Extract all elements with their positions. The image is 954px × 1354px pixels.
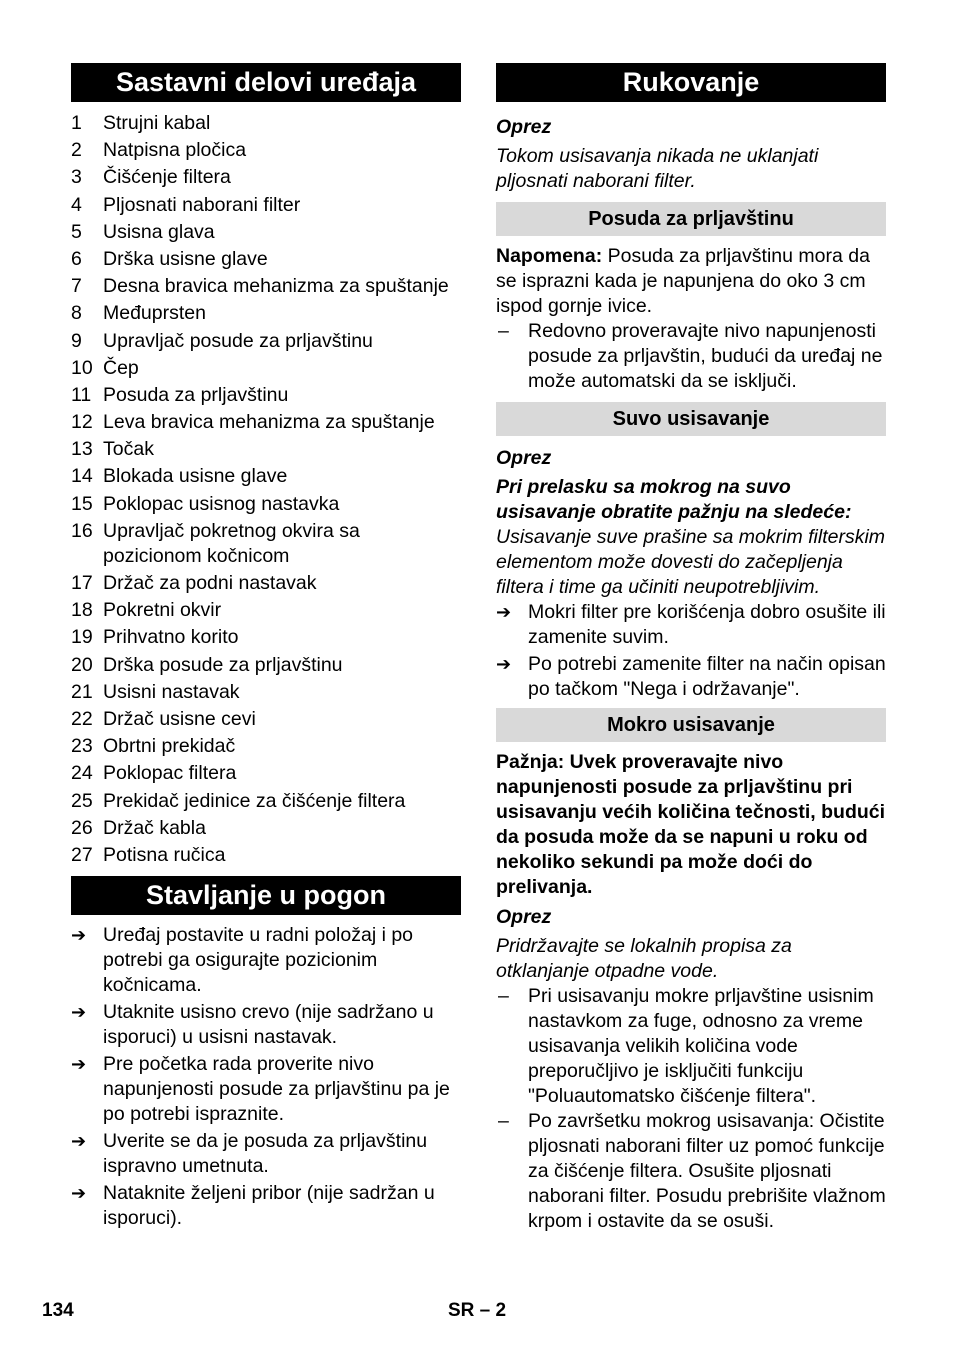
part-name: Držač kabla xyxy=(103,816,206,839)
part-name: Držač za podni nastavak xyxy=(103,572,317,594)
list-item xyxy=(71,1052,461,1127)
list-item xyxy=(71,492,461,517)
arrow-right-icon: ➔ xyxy=(71,1130,87,1151)
part-name: Leva bravica mehanizma za spuštanje xyxy=(103,411,435,434)
part-number: 10 xyxy=(71,356,93,379)
list-item xyxy=(71,1000,461,1050)
parts-list xyxy=(71,111,461,868)
part-name: Usisni nastavak xyxy=(103,680,240,703)
part-number: 11 xyxy=(71,383,92,406)
list-item xyxy=(71,301,461,326)
list-item xyxy=(71,329,461,354)
arrow-right-icon: ➔ xyxy=(71,1182,87,1203)
part-name: Čišćenje filtera xyxy=(103,166,231,189)
part-name: Strujni kabal xyxy=(103,112,211,134)
part-name: Pokretni okvir xyxy=(103,599,222,622)
list-item xyxy=(71,519,461,569)
list-item xyxy=(496,984,886,1109)
list-item xyxy=(71,165,461,190)
list-item xyxy=(496,1109,886,1234)
part-number: 1 xyxy=(71,112,82,134)
part-number: 21 xyxy=(71,680,93,703)
arrow-right-icon: ➔ xyxy=(71,924,87,945)
dash-list xyxy=(496,984,886,1234)
arrow-right-icon: ➔ xyxy=(496,602,512,622)
part-name: Upravljač pokretnog okvira sa pozicionom kočnicom xyxy=(103,519,360,567)
note-text: Posuda za prljavštinu mora da se isprazni kada je napunjena do oko 3 cm ispod gornje ivice. xyxy=(496,245,870,317)
caution-label: Oprez xyxy=(496,447,552,469)
dash-icon: – xyxy=(498,320,509,342)
part-number: 19 xyxy=(71,626,93,649)
note-paragraph xyxy=(496,244,886,319)
list-item xyxy=(71,1181,461,1231)
list-item xyxy=(71,138,461,163)
list-item xyxy=(71,247,461,272)
list-item xyxy=(71,598,461,623)
part-name: Držač usisne cevi xyxy=(103,707,256,730)
list-item xyxy=(71,410,461,435)
list-item-text: Pri usisavanju mokre prljavštine usisnim nastavkom za fuge, odnosno za vreme usisavanja velikih količina vode preporučljivo je isključiti funkciju "Poluautomatsko čišćenje filtera". xyxy=(528,985,874,1107)
list-item xyxy=(71,707,461,732)
part-number: 8 xyxy=(71,302,82,325)
part-name: Obrtni prekidač xyxy=(103,735,236,758)
section-code: SR – 2 xyxy=(448,1300,507,1321)
list-item-text: Redovno proveravajte nivo napunjenosti posude za prljavštin, budući da uređaj ne može automatski da se isključi. xyxy=(528,320,883,392)
list-item xyxy=(71,923,461,998)
part-number: 26 xyxy=(71,816,93,839)
dash-list xyxy=(496,319,886,394)
list-item xyxy=(71,274,461,299)
part-name: Blokada usisne glave xyxy=(103,465,288,488)
caution-bold-text: Pri prelasku sa mokrog na suvo usisavanje obratite pažnju na sledeće: xyxy=(496,476,852,523)
part-number: 25 xyxy=(71,789,93,812)
part-number: 14 xyxy=(71,465,93,488)
part-name: Točak xyxy=(103,438,154,461)
caution-text: Usisavanje suve prašine sa mokrim filterskim elementom može dovesti do začepljenja filtera i time ga učiniti neupotrebljivim. xyxy=(496,526,886,598)
part-number: 3 xyxy=(71,166,82,189)
list-item xyxy=(71,220,461,245)
part-number: 4 xyxy=(71,193,82,216)
list-item xyxy=(71,625,461,650)
list-item xyxy=(71,1129,461,1179)
step-text: Mokri filter pre korišćenja dobro osušite ili zamenite suvim. xyxy=(528,601,886,648)
part-name: Čep xyxy=(103,356,139,379)
caution-label: Oprez xyxy=(496,116,552,138)
part-name: Drška posude za prljavštinu xyxy=(103,653,343,676)
part-number: 27 xyxy=(71,843,93,866)
part-number: 16 xyxy=(71,519,93,542)
part-name: Poklopac usisnog nastavka xyxy=(103,492,340,515)
list-item xyxy=(71,789,461,814)
dash-icon: – xyxy=(498,1110,509,1132)
arrow-right-icon: ➔ xyxy=(496,654,512,674)
subsection-title-wet-vacuuming: Mokro usisavanje xyxy=(496,708,886,742)
part-name: Prihvatno korito xyxy=(103,626,239,649)
arrow-right-icon: ➔ xyxy=(71,1001,87,1022)
step-text: Nataknite željeni pribor (nije sadržan u isporuci). xyxy=(103,1181,435,1229)
part-number: 5 xyxy=(71,220,82,243)
list-item xyxy=(71,680,461,705)
left-column xyxy=(71,63,461,1233)
part-number: 22 xyxy=(71,707,93,730)
list-item xyxy=(496,319,886,394)
list-item xyxy=(71,356,461,381)
step-text: Uverite se da je posuda za prljavštinu ispravno umetnuta. xyxy=(103,1129,428,1177)
part-number: 12 xyxy=(71,411,93,434)
list-item xyxy=(71,193,461,218)
step-text: Po potrebi zamenite filter na način opisan po tačkom "Nega i održavanje". xyxy=(528,653,886,700)
note-label: Napomena: xyxy=(496,245,603,267)
part-number: 6 xyxy=(71,247,82,270)
part-name: Pljosnati naborani filter xyxy=(103,193,301,216)
part-name: Poklopac filtera xyxy=(103,762,237,785)
part-number: 2 xyxy=(71,139,82,162)
part-name: Desna bravica mehanizma za spuštanje xyxy=(103,275,449,298)
part-name: Upravljač posude za prljavštinu xyxy=(103,329,373,352)
subsection-title-dry-vacuuming: Suvo usisavanje xyxy=(496,402,886,436)
section-title-startup: Stavljanje u pogon xyxy=(71,876,461,915)
right-column xyxy=(496,63,886,1234)
part-name: Prekidač jedinice za čišćenje filtera xyxy=(103,789,406,812)
part-number: 9 xyxy=(71,329,82,352)
part-number: 15 xyxy=(71,492,93,515)
list-item xyxy=(71,843,461,868)
list-item xyxy=(71,437,461,462)
subsection-title-dirt-container: Posuda za prljavštinu xyxy=(496,202,886,236)
part-number: 18 xyxy=(71,599,93,622)
list-item xyxy=(71,653,461,678)
step-text: Utaknite usisno crevo (nije sadržano u isporuci) u usisni nastavak. xyxy=(103,1000,434,1048)
dry-steps-list xyxy=(496,600,886,702)
list-item xyxy=(71,761,461,786)
caution-text: Pridržavajte se lokalnih propisa za otklanjanje otpadne vode. xyxy=(496,935,792,982)
section-title-parts: Sastavni delovi uređaja xyxy=(71,63,461,102)
section-title-operation: Rukovanje xyxy=(496,63,886,102)
part-number: 17 xyxy=(71,572,93,594)
caution-text: Tokom usisavanja nikada ne uklanjati pljosnati naborani filter. xyxy=(496,145,819,192)
list-item xyxy=(71,816,461,841)
list-item xyxy=(496,652,886,702)
list-item-text: Po završetku mokrog usisavanja: Očistite pljosnati naborani filter uz pomoć funkcije za čišćenje filtera. Osušite pljosnati naborani filter. Posudu prebrišite vlažnom krpom i ostavite da se osuši. xyxy=(528,1110,886,1232)
part-name: Potisna ručica xyxy=(103,843,226,866)
part-number: 24 xyxy=(71,762,93,785)
part-number: 20 xyxy=(71,653,93,676)
list-item xyxy=(496,600,886,650)
list-item xyxy=(71,383,461,408)
list-item xyxy=(71,571,461,596)
step-text: Uređaj postavite u radni položaj i po potrebi ga osigurajte pozicionim kočnicama. xyxy=(103,923,414,996)
warning-text: Pažnja: Uvek proveravajte nivo napunjenosti posude za prljavštinu pri usisavanju većih količina tečnosti, budući da posuda može da se napuni u roku od nekoliko sekundi pa može doći do prelivanja. xyxy=(496,751,886,898)
part-name: Usisna glava xyxy=(103,220,215,243)
part-number: 23 xyxy=(71,735,93,758)
list-item xyxy=(71,734,461,759)
dash-icon: – xyxy=(498,985,509,1007)
step-text: Pre početka rada proverite nivo napunjenosti posude za prljavštinu pa je po potrebi ispraznite. xyxy=(103,1052,450,1125)
part-name: Međuprsten xyxy=(103,302,206,325)
page-number: 134 xyxy=(42,1300,74,1321)
arrow-right-icon: ➔ xyxy=(71,1053,87,1074)
part-number: 7 xyxy=(71,275,82,298)
part-number: 13 xyxy=(71,438,93,461)
list-item xyxy=(71,464,461,489)
list-item xyxy=(71,111,461,136)
caution-label: Oprez xyxy=(496,906,552,928)
startup-steps-list xyxy=(71,923,461,1231)
part-name: Posuda za prljavštinu xyxy=(103,383,289,406)
part-name: Natpisna pločica xyxy=(103,139,247,162)
part-name: Drška usisne glave xyxy=(103,247,268,270)
